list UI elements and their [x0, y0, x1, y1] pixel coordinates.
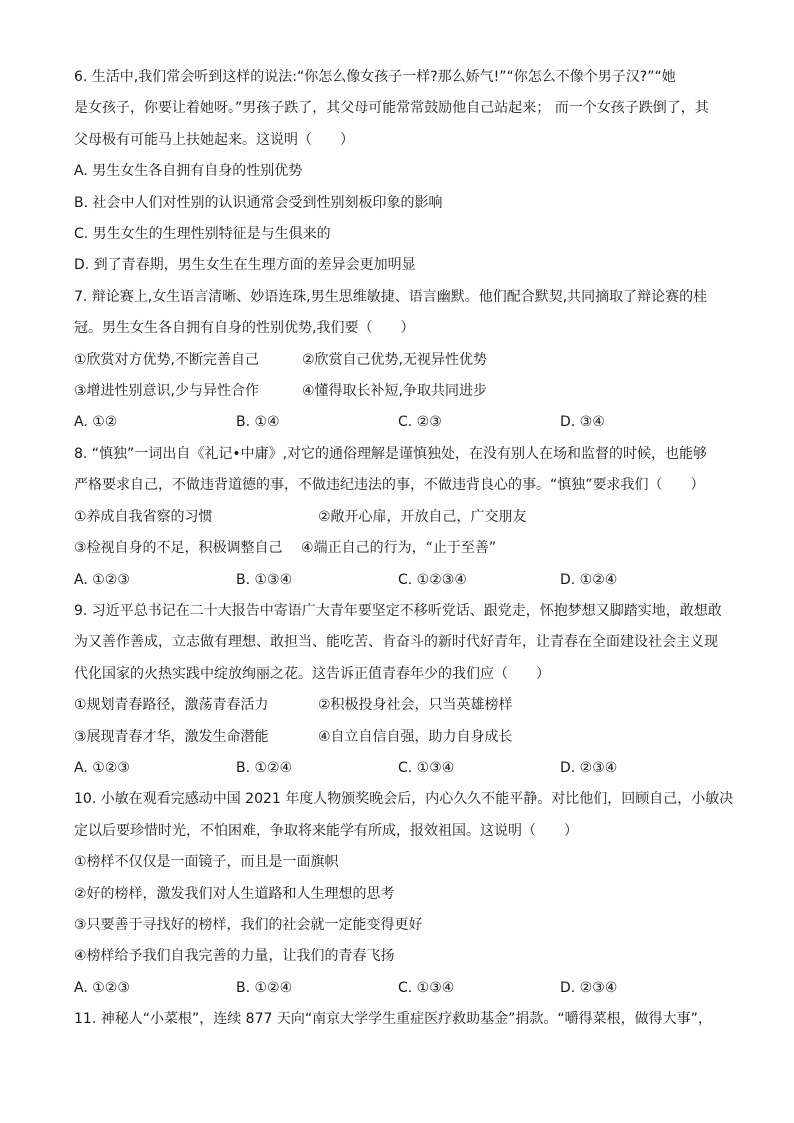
question-stem-line: 7. 辩论赛上,女生语言清晰、妙语连珠,男生思维敏捷、语言幽默。他们配合默契,共同摘取了辩论赛的桂 [74, 288, 708, 305]
statement-row [74, 533, 754, 564]
statement-4: ④懂得取长补短,争取共同进步 [302, 383, 488, 400]
question-7 [74, 282, 754, 439]
question-stem-line: 6. 生活中,我们常会听到这样的说法:“你怎么像女孩子一样?那么娇气!”“你怎么不像个男子汉?”“她 [74, 69, 676, 85]
choice-a[interactable]: A. ①② [74, 414, 118, 431]
statement-2: ②积极投身社会，只当英雄榜样 [318, 697, 513, 714]
question-stem-line: 冠。男生女生各自拥有自身的性别优势,我们要（ ） [74, 320, 415, 337]
statement-3: ③检视自身的不足，积极调整自己 [74, 540, 283, 557]
choice-row [74, 753, 754, 784]
question-stem-line: 父母极有可能马上扶她起来。这说明（ ） [74, 131, 354, 148]
statement-4: ④榜样给予我们自我完善的力量，让我们的青春飞扬 [74, 948, 395, 965]
statement-3: ③增进性别意识,少与异性合作 [74, 383, 260, 400]
choice-b[interactable]: B. ①②④ [236, 979, 293, 996]
choice-d[interactable]: D. ①②④ [560, 571, 618, 588]
choice-row [74, 973, 754, 1004]
statement-4: ④端正自己的行为，“止于至善” [301, 540, 497, 557]
choice-b[interactable]: B. ①④ [236, 414, 280, 431]
statement-4: ④自立自信自强，助力自身成长 [318, 728, 513, 745]
question-stem-line: 8. “慎独”一词出自《礼记•中庸》,对它的通俗理解是谨慎独处，在没有别人在场和监督的时候，也能够 [74, 445, 708, 462]
choice-row [74, 565, 754, 596]
question-stem-line: 为又善作善成，立志做有理想、敢担当、能吃苦、肯奋斗的新时代好青年，让青春在全面建设社会主义现 [74, 634, 718, 651]
question-11 [74, 1004, 754, 1035]
question-stem-line: 代化国家的火热实践中绽放绚丽之花。这告诉正值青春年少的我们应（ ） [74, 665, 550, 682]
choice-a[interactable]: A. ①②③ [74, 571, 130, 588]
choice-b[interactable]: B. ①②④ [236, 759, 293, 776]
question-stem-line: 11. 神秘人“小菜根”，连续 877 天向“南京大学学生重症医疗救助基金”捐款。“嚼得菜根，做得大事”， [74, 1011, 712, 1028]
question-stem-line: 9. 习近平总书记在二十大报告中寄语广大青年要坚定不移听党话、跟党走，怀抱梦想又脚踏实地，敢想敢 [74, 602, 722, 619]
statement-3: ③只要善于寻找好的榜样，我们的社会就一定能变得更好 [74, 916, 423, 933]
question-stem-line: 严格要求自己，不做违背道德的事，不做违纪违法的事，不做违背良心的事。“慎独”要求我们（ ） [74, 477, 705, 494]
statement-1: ①榜样不仅仅是一面镜子，而且是一面旗帜 [74, 854, 339, 871]
choice-a[interactable]: A. 男生女生各自拥有自身的性别优势 [74, 163, 303, 180]
statement-1: ①规划青春路径，激荡青春活力 [74, 697, 269, 714]
statement-row [74, 345, 754, 376]
choice-c[interactable]: C. ②③ [398, 414, 442, 431]
statement-3: ③展现青春才华，激发生命潜能 [74, 728, 269, 745]
question-9 [74, 596, 754, 784]
question-6 [74, 62, 754, 282]
question-list [74, 62, 754, 1036]
statement-row [74, 376, 754, 407]
choice-c[interactable]: C. ①②③④ [398, 571, 467, 588]
choice-c[interactable]: C. 男生女生的生理性别特征是与生俱来的 [74, 226, 331, 243]
question-stem-line: 10. 小敏在观看完感动中国 2021 年度人物颁奖晚会后，内心久久不能平静。对比他们，回顾自己，小敏决 [74, 791, 734, 808]
statement-1: ①欣赏对方优势,不断完善自己 [74, 351, 260, 368]
choice-c[interactable]: C. ①③④ [398, 979, 455, 996]
choice-b[interactable]: B. 社会中人们对性别的认识通常会受到性别刻板印象的影响 [74, 194, 443, 211]
question-stem-line: 是女孩子，你要让着她呀。”男孩子跌了，其父母可能常常鼓励他自己站起来； 而一个女孩子跌倒了，其 [74, 100, 709, 117]
choice-d[interactable]: D. 到了青春期，男生女生在生理方面的差异会更加明显 [74, 257, 416, 274]
statement-2: ②欣赏自己优势,无视异性优势 [302, 351, 488, 368]
statement-row [74, 722, 754, 753]
statement-2: ②敞开心扉，开放自己，广交朋友 [318, 508, 527, 525]
choice-a[interactable]: A. ①②③ [74, 979, 130, 996]
statement-2: ②好的榜样，激发我们对人生道路和人生理想的思考 [74, 885, 395, 902]
statement-1: ①养成自我省察的习惯 [74, 508, 213, 525]
choice-d[interactable]: D. ③④ [560, 414, 605, 431]
choice-row [74, 407, 754, 438]
choice-d[interactable]: D. ②③④ [560, 759, 618, 776]
statement-row [74, 502, 754, 533]
question-10 [74, 784, 754, 1004]
statement-row [74, 690, 754, 721]
choice-c[interactable]: C. ①③④ [398, 759, 455, 776]
question-stem-line: 定以后要珍惜时光，不怕困难，争取将来能学有所成，报效祖国。这说明（ ） [74, 822, 578, 839]
choice-a[interactable]: A. ①②③ [74, 759, 130, 776]
choice-b[interactable]: B. ①③④ [236, 571, 293, 588]
choice-d[interactable]: D. ②③④ [560, 979, 618, 996]
question-8 [74, 439, 754, 596]
